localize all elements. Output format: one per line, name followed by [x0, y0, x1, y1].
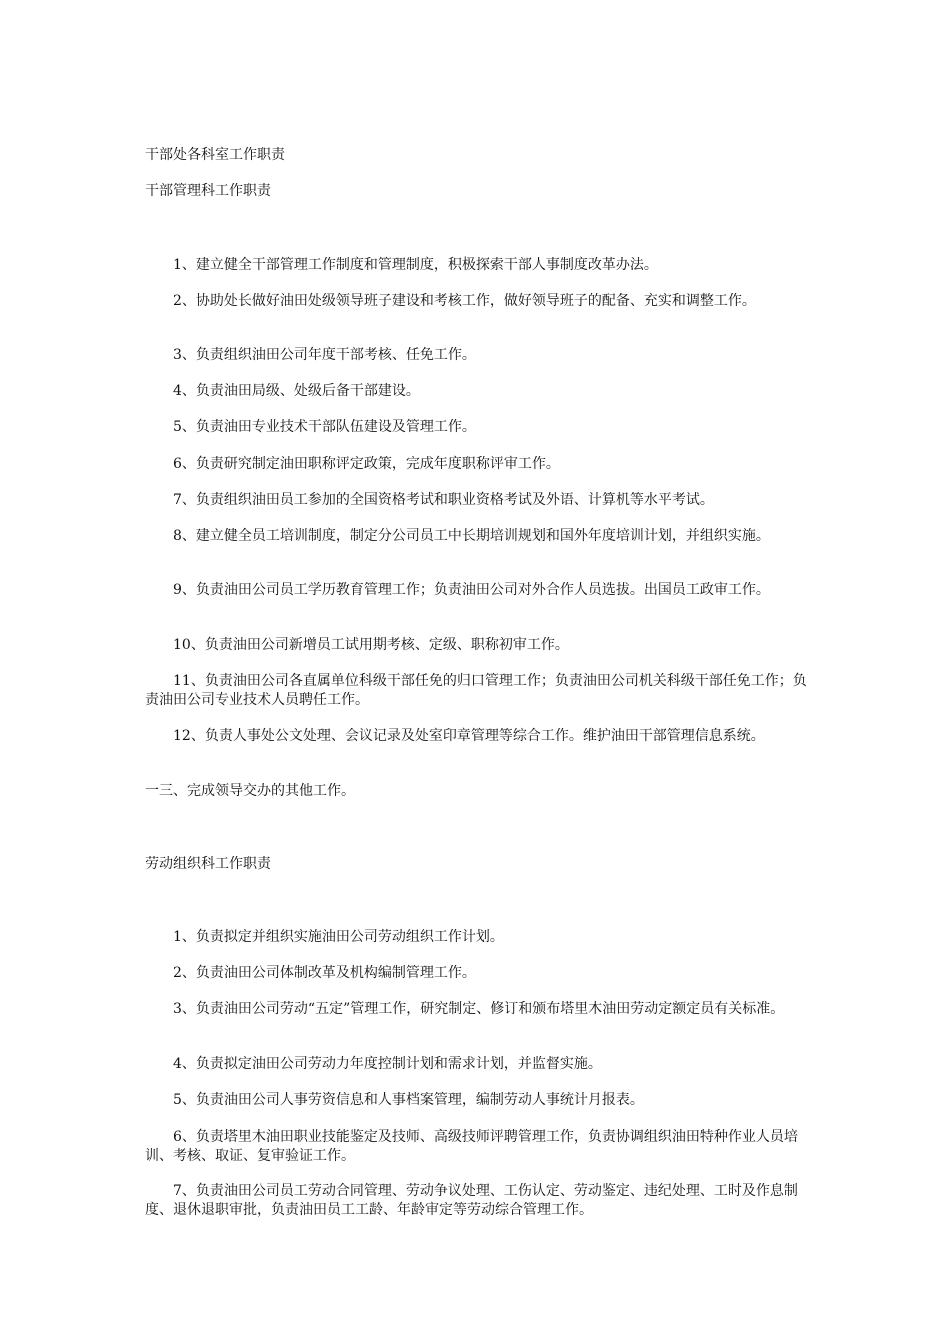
section-heading-labor-organization: 劳动组织科工作职责	[145, 856, 271, 872]
list-item: 11、负责油田公司各直属单位科级干部任免的归口管理工作；负责油田公司机关科级干部任免工作；负责油田公司专业技术人员聘任工作。	[145, 673, 807, 708]
list-item: 1、负责拟定并组织实施油田公司劳动组织工作计划。	[173, 929, 504, 945]
list-item: 5、负责油田专业技术干部队伍建设及管理工作。	[173, 419, 476, 435]
closing-item: 一三、完成领导交办的其他工作。	[145, 783, 355, 799]
list-item: 1、建立健全干部管理工作制度和管理制度，积极探索干部人事制度改革办法。	[173, 257, 658, 273]
list-item: 10、负责油田公司新增员工试用期考核、定级、职称初审工作。	[173, 637, 569, 653]
list-item: 9、负责油田公司员工学历教育管理工作；负责油田公司对外合作人员选拔。出国员工政审工作。	[173, 582, 770, 598]
list-item: 3、负责油田公司劳动“五定”管理工作，研究制定、修订和颁布塔里木油田劳动定额定员有关标准。	[173, 1001, 785, 1017]
list-item: 6、负责研究制定油田职称评定政策，完成年度职称评审工作。	[173, 456, 560, 472]
list-item: 4、负责油田局级、处级后备干部建设。	[173, 383, 420, 399]
list-item: 3、负责组织油田公司年度干部考核、任免工作。	[173, 347, 476, 363]
list-item: 7、负责油田公司员工劳动合同管理、劳动争议处理、工伤认定、劳动鉴定、违纪处理、工时及作息制度、退休退职审批，负责油田员工工龄、年龄审定等劳动综合管理工作。	[145, 1183, 798, 1218]
list-item: 12、负责人事处公文处理、会议记录及处室印章管理等综合工作。维护油田干部管理信息系统。	[173, 728, 765, 744]
document-title: 干部处各科室工作职责	[145, 147, 285, 163]
list-item: 5、负责油田公司人事劳资信息和人事档案管理，编制劳动人事统计月报表。	[173, 1092, 644, 1108]
list-item: 4、负责拟定油田公司劳动力年度控制计划和需求计划，并监督实施。	[173, 1056, 602, 1072]
list-item: 8、建立健全员工培训制度，制定分公司员工中长期培训规划和国外年度培训计划，并组织实施。	[173, 528, 770, 544]
list-item: 2、协助处长做好油田处级领导班子建设和考核工作，做好领导班子的配备、充实和调整工作。	[173, 293, 756, 309]
section-heading-cadre-management: 干部管理科工作职责	[145, 183, 271, 199]
list-item: 7、负责组织油田员工参加的全国资格考试和职业资格考试及外语、计算机等水平考试。	[173, 492, 714, 508]
list-item: 2、负责油田公司体制改革及机构编制管理工作。	[173, 965, 476, 981]
list-item: 6、负责塔里木油田职业技能鉴定及技师、高级技师评聘管理工作，负责协调组织油田特种作业人员培训、考核、取证、复审验证工作。	[145, 1129, 798, 1164]
